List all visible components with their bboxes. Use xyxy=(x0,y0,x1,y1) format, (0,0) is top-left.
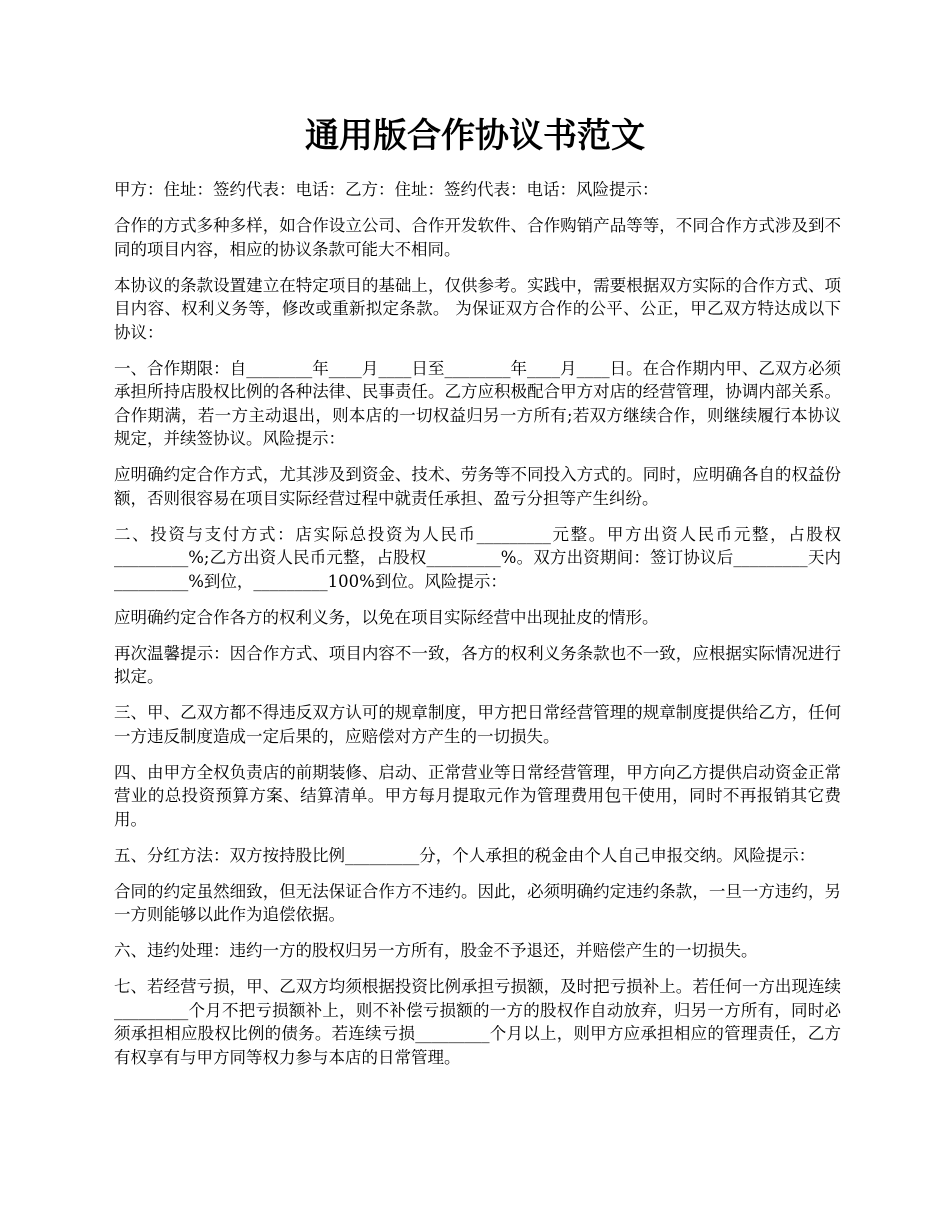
risk-note-paragraph: 应明确约定合作方式，尤其涉及到资金、技术、劳务等不同投入方式的。同时，应明确各自的权益份额，否则很容易在项目实际经营过程中就责任承担、盈亏分担等产生纠纷。 xyxy=(114,465,841,508)
clause-4-management-paragraph: 四、由甲方全权负责店的前期装修、启动、正常营业等日常经营管理，甲方向乙方提供启动资金正常营业的总投资预算方案、结算清单。甲方每月提取元作为管理费用包干使用，同时不再报销其它费用。 xyxy=(114,762,841,829)
clause-2-investment-paragraph: 二、投资与支付方式：店实际总投资为人民币_________元整。甲方出资人民币元整，占股权_________%;乙方出资人民币元整，占股权_________%。双方出资期间：签订协议后_________天内_________%到位，_________100%到位。风险提示： xyxy=(114,524,841,591)
document-body xyxy=(114,178,841,1082)
reminder-paragraph: 再次温馨提示：因合作方式、项目内容不一致，各方的权利义务条款也不一致，应根据实际情况进行拟定。 xyxy=(114,643,841,686)
clause-7-loss-paragraph: 七、若经营亏损，甲、乙双方均须根据投资比例承担亏损额，及时把亏损补上。若任何一方出现连续_________个月不把亏损额补上，则不补偿亏损额的一方的股权作自动放弃，归另一方所有，同时必须承担相应股权比例的债务。若连续亏损_________个月以上，则甲方应承担相应的管理责任，乙方有权享有与甲方同等权力参与本店的日常管理。 xyxy=(114,977,841,1067)
clause-3-rules-paragraph: 三、甲、乙双方都不得违反双方认可的规章制度，甲方把日常经营管理的规章制度提供给乙方，任何一方违反制度造成一定后果的，应赔偿对方产生的一切损失。 xyxy=(114,703,841,746)
clause-1-term-paragraph: 一、合作期限：自________年____月____日至________年____月____日。在合作期内甲、乙双方必须承担所持店股权比例的各种法律、民事责任。乙方应积极配合甲方对店的经营管理，协调内部关系。合作期满，若一方主动退出，则本店的一切权益归另一方所有;若双方继续合作，则继续履行本协议规定，并续签协议。风险提示： xyxy=(114,358,841,448)
risk-note-paragraph: 合同的约定虽然细致，但无法保证合作方不违约。因此，必须明确约定违约条款，一旦一方违约，另一方则能够以此作为追偿依据。 xyxy=(114,881,841,924)
document-title: 通用版合作协议书范文 xyxy=(305,116,645,156)
clause-6-breach-paragraph: 六、违约处理：违约一方的股权归另一方所有，股金不予退还，并赔偿产生的一切损失。 xyxy=(114,941,758,960)
preamble-paragraph: 本协议的条款设置建立在特定项目的基础上，仅供参考。实践中，需要根据双方实际的合作方式、项目内容、权利义务等，修改或重新拟定条款。 为保证双方合作的公平、公正，甲乙双方特达成以下协议： xyxy=(114,275,841,342)
cooperation-methods-paragraph: 合作的方式多种多样，如合作设立公司、合作开发软件、合作购销产品等等，不同合作方式涉及到不同的项目内容，相应的协议条款可能大不相同。 xyxy=(114,216,841,259)
party-info-paragraph: 甲方：住址：签约代表：电话：乙方：住址：签约代表：电话：风险提示： xyxy=(114,180,659,199)
risk-note-paragraph: 应明确约定合作各方的权利义务，以免在项目实际经营中出现扯皮的情形。 xyxy=(114,607,659,627)
clause-5-dividend-paragraph: 五、分红方法：双方按持股比例_________分，个人承担的税金由个人自己申报交纳。风险提示： xyxy=(114,845,816,865)
